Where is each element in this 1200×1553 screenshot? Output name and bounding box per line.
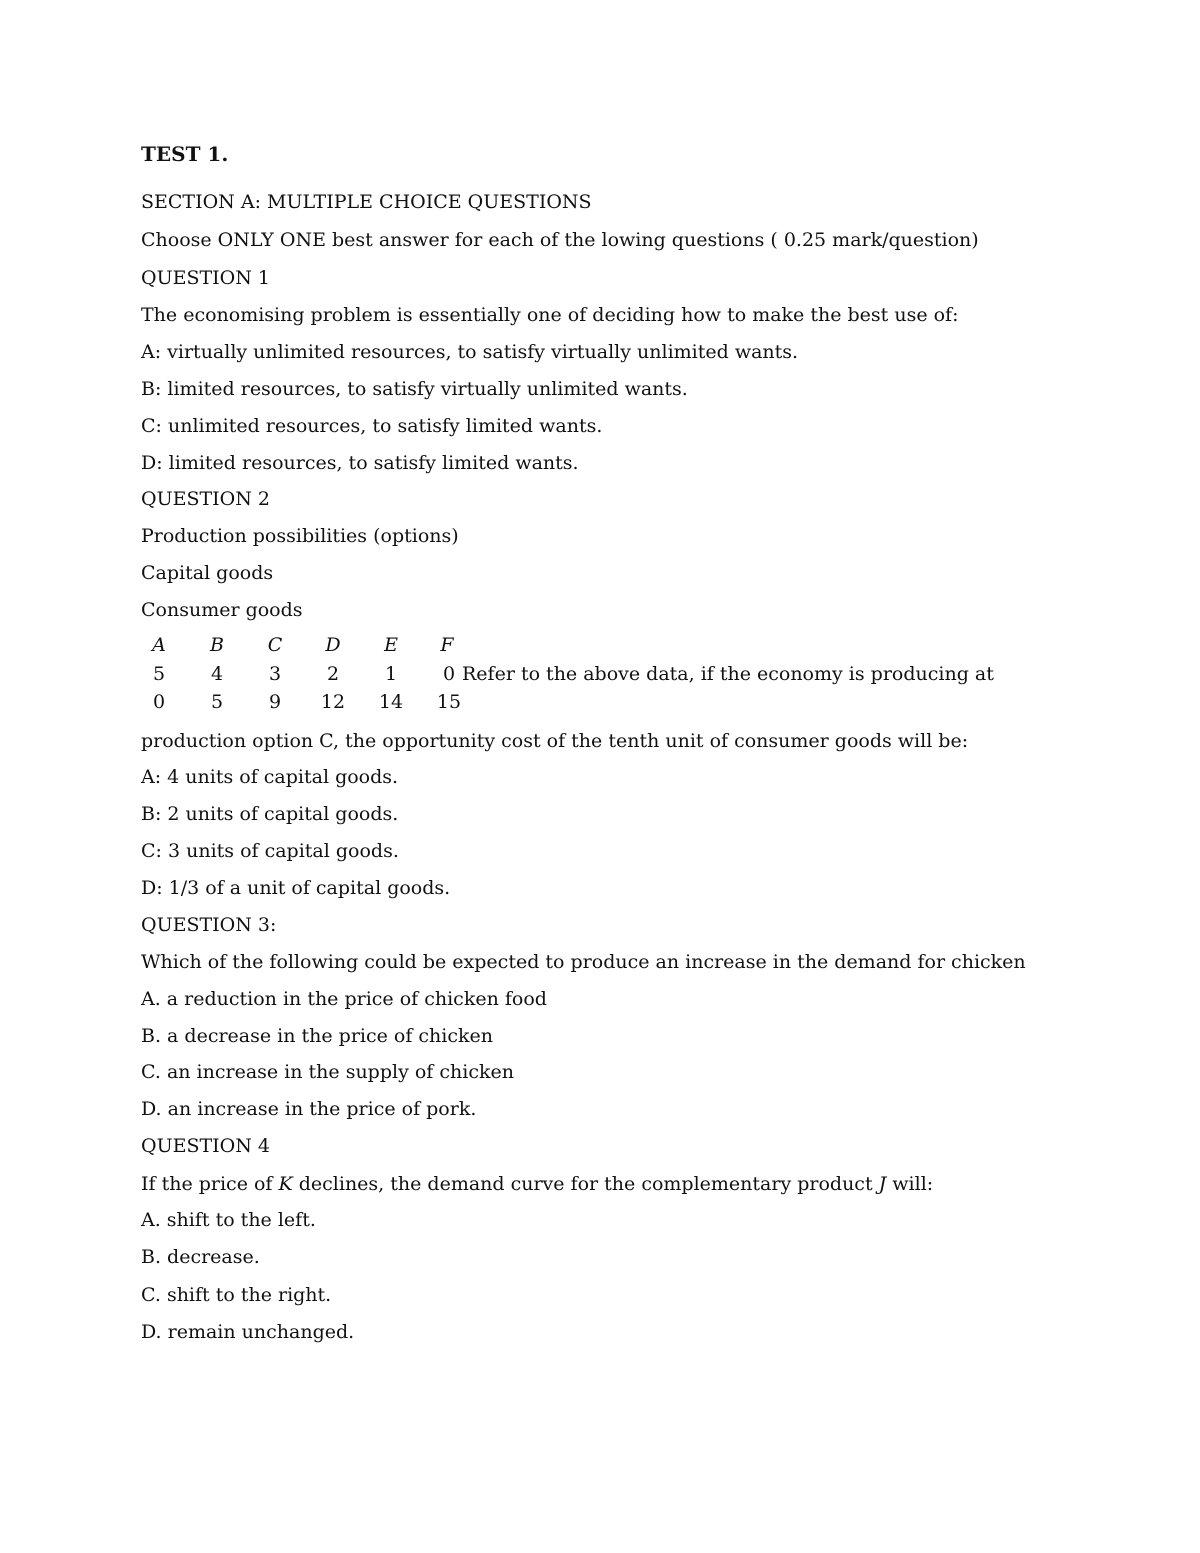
question-1-option-c: C: unlimited resources, to satisfy limited wants.: [141, 415, 603, 437]
question-4-option-c: C. shift to the right.: [141, 1284, 332, 1306]
question-3-option-d: D. an increase in the price of pork.: [141, 1098, 477, 1120]
table-cell: 0: [152, 691, 166, 713]
question-4-stem-c: will:: [886, 1173, 934, 1195]
table-cell: 12: [320, 691, 346, 713]
question-1-heading: QUESTION 1: [141, 267, 270, 289]
question-2-heading: QUESTION 2: [141, 488, 270, 510]
table-title: Production possibilities (options): [141, 525, 459, 547]
table-cell: 4: [210, 663, 224, 685]
question-3-option-a: A. a reduction in the price of chicken food: [141, 988, 547, 1010]
question-2-option-c: C: 3 units of capital goods.: [141, 840, 399, 862]
variable-j: J: [878, 1173, 887, 1195]
question-4-heading: QUESTION 4: [141, 1135, 270, 1157]
question-4-stem: [141, 1172, 933, 1196]
question-4-option-a: A. shift to the left.: [141, 1209, 316, 1231]
section-heading: SECTION A: MULTIPLE CHOICE QUESTIONS: [141, 191, 592, 213]
row-label-capital: Capital goods: [141, 562, 274, 584]
table-header-cell: D: [325, 634, 341, 656]
question-4-stem-a: If the price of: [141, 1173, 279, 1195]
table-cell: 14: [378, 691, 404, 713]
question-4-option-b: B. decrease.: [141, 1246, 260, 1268]
instructions: Choose ONLY ONE best answer for each of the lowing questions ( 0.25 mark/question): [141, 229, 979, 251]
table-cell: 15: [436, 691, 462, 713]
question-4-stem-b: declines, the demand curve for the complementary product: [292, 1173, 879, 1195]
question-2-option-d: D: 1/3 of a unit of capital goods.: [141, 877, 451, 899]
question-3-stem: Which of the following could be expected to produce an increase in the demand for chicken: [141, 951, 1026, 973]
question-3-heading: QUESTION 3:: [141, 914, 277, 936]
question-1-option-a: A: virtually unlimited resources, to satisfy virtually unlimited wants.: [141, 341, 799, 363]
question-2-stem-part2: production option C, the opportunity cost of the tenth unit of consumer goods will be:: [141, 730, 969, 752]
question-1-option-b: B: limited resources, to satisfy virtually unlimited wants.: [141, 378, 688, 400]
question-1-stem: The economising problem is essentially one of deciding how to make the best use of:: [141, 304, 959, 326]
table-cell: 9: [268, 691, 282, 713]
table-header-cell: F: [440, 634, 454, 656]
table-header-cell: E: [384, 634, 398, 656]
table-cell: 5: [210, 691, 224, 713]
table-header-cell: A: [152, 634, 166, 656]
question-3-option-b: B. a decrease in the price of chicken: [141, 1025, 494, 1047]
row-label-consumer: Consumer goods: [141, 599, 303, 621]
table-cell: 3: [268, 663, 282, 685]
test-title: TEST 1.: [141, 142, 229, 166]
question-2-stem-part1: Refer to the above data, if the economy is producing at: [462, 663, 994, 685]
table-cell: 5: [152, 663, 166, 685]
table-cell: 1: [384, 663, 398, 685]
question-2-option-b: B: 2 units of capital goods.: [141, 803, 399, 825]
table-cell: 0: [442, 663, 456, 685]
table-cell: 2: [326, 663, 340, 685]
question-3-option-c: C. an increase in the supply of chicken: [141, 1061, 514, 1083]
question-2-option-a: A: 4 units of capital goods.: [141, 766, 399, 788]
question-4-option-d: D. remain unchanged.: [141, 1321, 355, 1343]
table-header-cell: B: [210, 634, 224, 656]
question-1-option-d: D: limited resources, to satisfy limited wants.: [141, 452, 579, 474]
table-header-cell: C: [267, 634, 283, 656]
variable-k: K: [278, 1173, 293, 1195]
